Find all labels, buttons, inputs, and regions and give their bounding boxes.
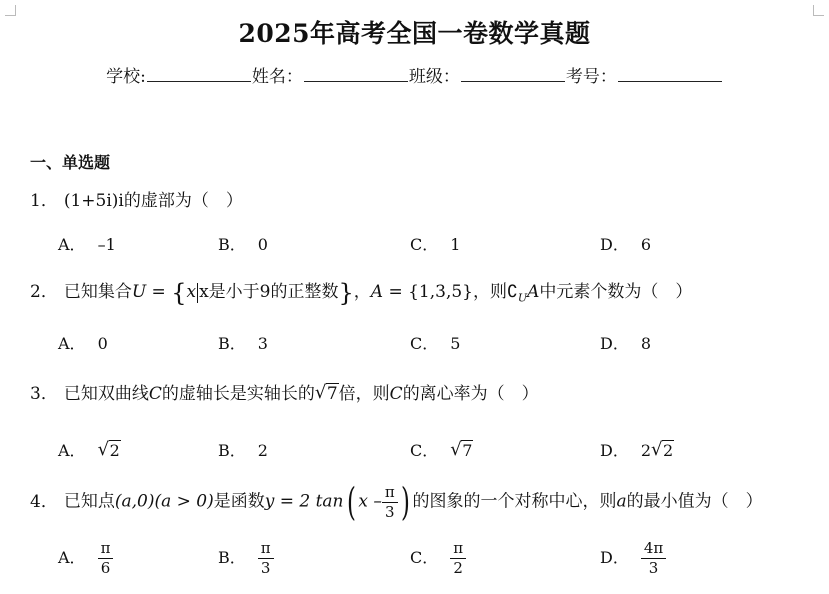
option-letter: A． <box>58 547 86 567</box>
option-value: 2 <box>257 441 268 460</box>
student-info-line <box>0 62 829 87</box>
math-variable: a <box>616 491 627 512</box>
option-letter: B． <box>218 441 246 460</box>
class-blank[interactable] <box>461 64 565 82</box>
math-expression: (1+5i)i <box>63 191 124 211</box>
question-text: ， <box>353 282 371 302</box>
option-a[interactable] <box>58 438 121 461</box>
option-letter: B． <box>218 334 246 353</box>
math-point: (a,0)(a > 0) <box>114 491 214 512</box>
option-b[interactable] <box>218 331 268 354</box>
option-value: –1 <box>97 235 116 254</box>
question-3 <box>30 379 539 404</box>
option-value: 6 <box>640 235 652 254</box>
question-text: 的虚轴长是实轴长的 <box>161 384 315 404</box>
radicand: 2 <box>663 441 674 460</box>
option-d[interactable] <box>600 438 674 461</box>
options-4 <box>58 540 818 580</box>
option-d[interactable] <box>600 232 651 255</box>
option-c[interactable] <box>410 438 473 461</box>
option-letter: A． <box>58 441 86 460</box>
name-blank[interactable] <box>304 64 408 82</box>
question-text: 中元素个数为（ ） <box>539 282 693 302</box>
option-a[interactable] <box>58 331 108 354</box>
option-b[interactable] <box>218 438 268 461</box>
option-c[interactable] <box>410 540 466 576</box>
option-letter: A． <box>58 235 86 254</box>
paren-close: ) <box>400 480 410 524</box>
set-bar <box>197 283 198 303</box>
option-letter: D． <box>600 334 629 353</box>
class-label: 班级： <box>408 67 460 87</box>
math-variable: x <box>186 282 197 302</box>
question-number: 2． <box>30 282 58 302</box>
name-label: 姓名： <box>251 67 303 87</box>
complement-symbol: ∁ <box>507 282 518 302</box>
option-letter: A． <box>58 334 86 353</box>
brace-open: { <box>171 278 187 307</box>
question-2 <box>30 277 692 305</box>
option-letter: D． <box>600 235 629 254</box>
sqrt-expression <box>450 441 473 460</box>
numerator: π <box>382 484 398 503</box>
question-text: 的虚部为（ ） <box>123 191 243 211</box>
options-2 <box>58 331 818 371</box>
option-b[interactable] <box>218 232 268 255</box>
brace-close: } <box>338 278 354 307</box>
radicand: 7 <box>326 384 338 404</box>
option-c[interactable] <box>410 232 460 255</box>
school-label: 学校: <box>106 67 146 87</box>
option-letter: C． <box>410 334 439 353</box>
fraction <box>98 540 114 576</box>
option-letter: C． <box>410 235 439 254</box>
question-text: 已知点 <box>63 491 115 512</box>
denominator: 6 <box>100 558 111 577</box>
option-value: 5 <box>450 334 461 353</box>
question-text: 是函数 <box>213 491 265 512</box>
math-variable: U <box>131 282 147 302</box>
option-d[interactable] <box>600 540 666 576</box>
school-blank[interactable] <box>147 64 251 82</box>
math-set: = {1,3,5} <box>383 282 474 302</box>
options-3 <box>58 438 818 478</box>
option-value: 0 <box>257 235 268 254</box>
question-text: 的离心率为（ ） <box>402 384 539 404</box>
fraction <box>641 540 666 576</box>
option-letter: D． <box>600 441 629 460</box>
numerator: π <box>258 540 274 559</box>
question-1 <box>30 186 243 211</box>
question-text: 已知双曲线 <box>63 384 149 404</box>
question-text: 已知集合 <box>63 282 132 302</box>
complement-subscript: U <box>517 291 528 305</box>
option-letter: B． <box>218 547 246 567</box>
option-value: 3 <box>257 334 268 353</box>
question-4 <box>30 480 763 524</box>
question-text: 倍，则 <box>338 384 390 404</box>
fraction <box>258 540 274 576</box>
option-c[interactable] <box>410 331 460 354</box>
option-letter: C． <box>410 441 439 460</box>
math-variable: C <box>148 384 162 404</box>
option-value: 0 <box>97 334 108 353</box>
denominator: 3 <box>648 558 659 577</box>
denominator: 2 <box>453 558 463 577</box>
set-condition: x是小于9的正整数 <box>199 282 339 302</box>
option-a[interactable] <box>58 232 116 255</box>
math-operator: = <box>146 282 172 302</box>
radicand: 2 <box>109 441 120 460</box>
option-value: 1 <box>450 235 461 254</box>
question-number: 1． <box>30 191 58 211</box>
numerator: π <box>450 540 466 559</box>
option-a[interactable] <box>58 540 113 576</box>
option-letter: C． <box>410 547 439 567</box>
math-expression: x – <box>358 491 382 512</box>
radicand: 7 <box>462 441 473 460</box>
math-function: y = 2 tan <box>264 491 344 512</box>
number-blank[interactable] <box>618 64 722 82</box>
sqrt-expression <box>315 384 339 404</box>
denominator: 3 <box>385 502 395 521</box>
question-text: 的最小值为（ ） <box>626 491 763 512</box>
option-letter: B． <box>218 235 246 254</box>
numerator: π <box>98 540 114 559</box>
question-number: 3． <box>30 384 58 404</box>
fraction <box>382 484 398 520</box>
options-1 <box>58 232 818 272</box>
math-variable: A <box>370 282 384 302</box>
question-text: ，则 <box>473 282 508 302</box>
coefficient: 2 <box>640 441 652 460</box>
option-letter: D． <box>600 547 629 567</box>
number-label: 考号： <box>565 67 617 87</box>
paren-open: ( <box>346 480 356 524</box>
fraction <box>450 540 466 576</box>
sqrt-expression <box>98 441 121 460</box>
numerator: 4π <box>641 540 666 559</box>
option-b[interactable] <box>218 540 274 576</box>
page-title: 2025年高考全国一卷数学真题 <box>238 19 591 48</box>
math-variable: C <box>389 384 403 404</box>
sqrt-expression <box>651 441 674 460</box>
option-value: 8 <box>640 334 652 353</box>
question-text: 的图象的一个对称中心，则 <box>412 491 617 512</box>
section-heading: 一、单选题 <box>30 153 111 172</box>
denominator: 3 <box>260 558 271 577</box>
option-d[interactable] <box>600 331 651 354</box>
question-number: 4． <box>30 491 58 512</box>
math-variable: A <box>527 282 540 302</box>
